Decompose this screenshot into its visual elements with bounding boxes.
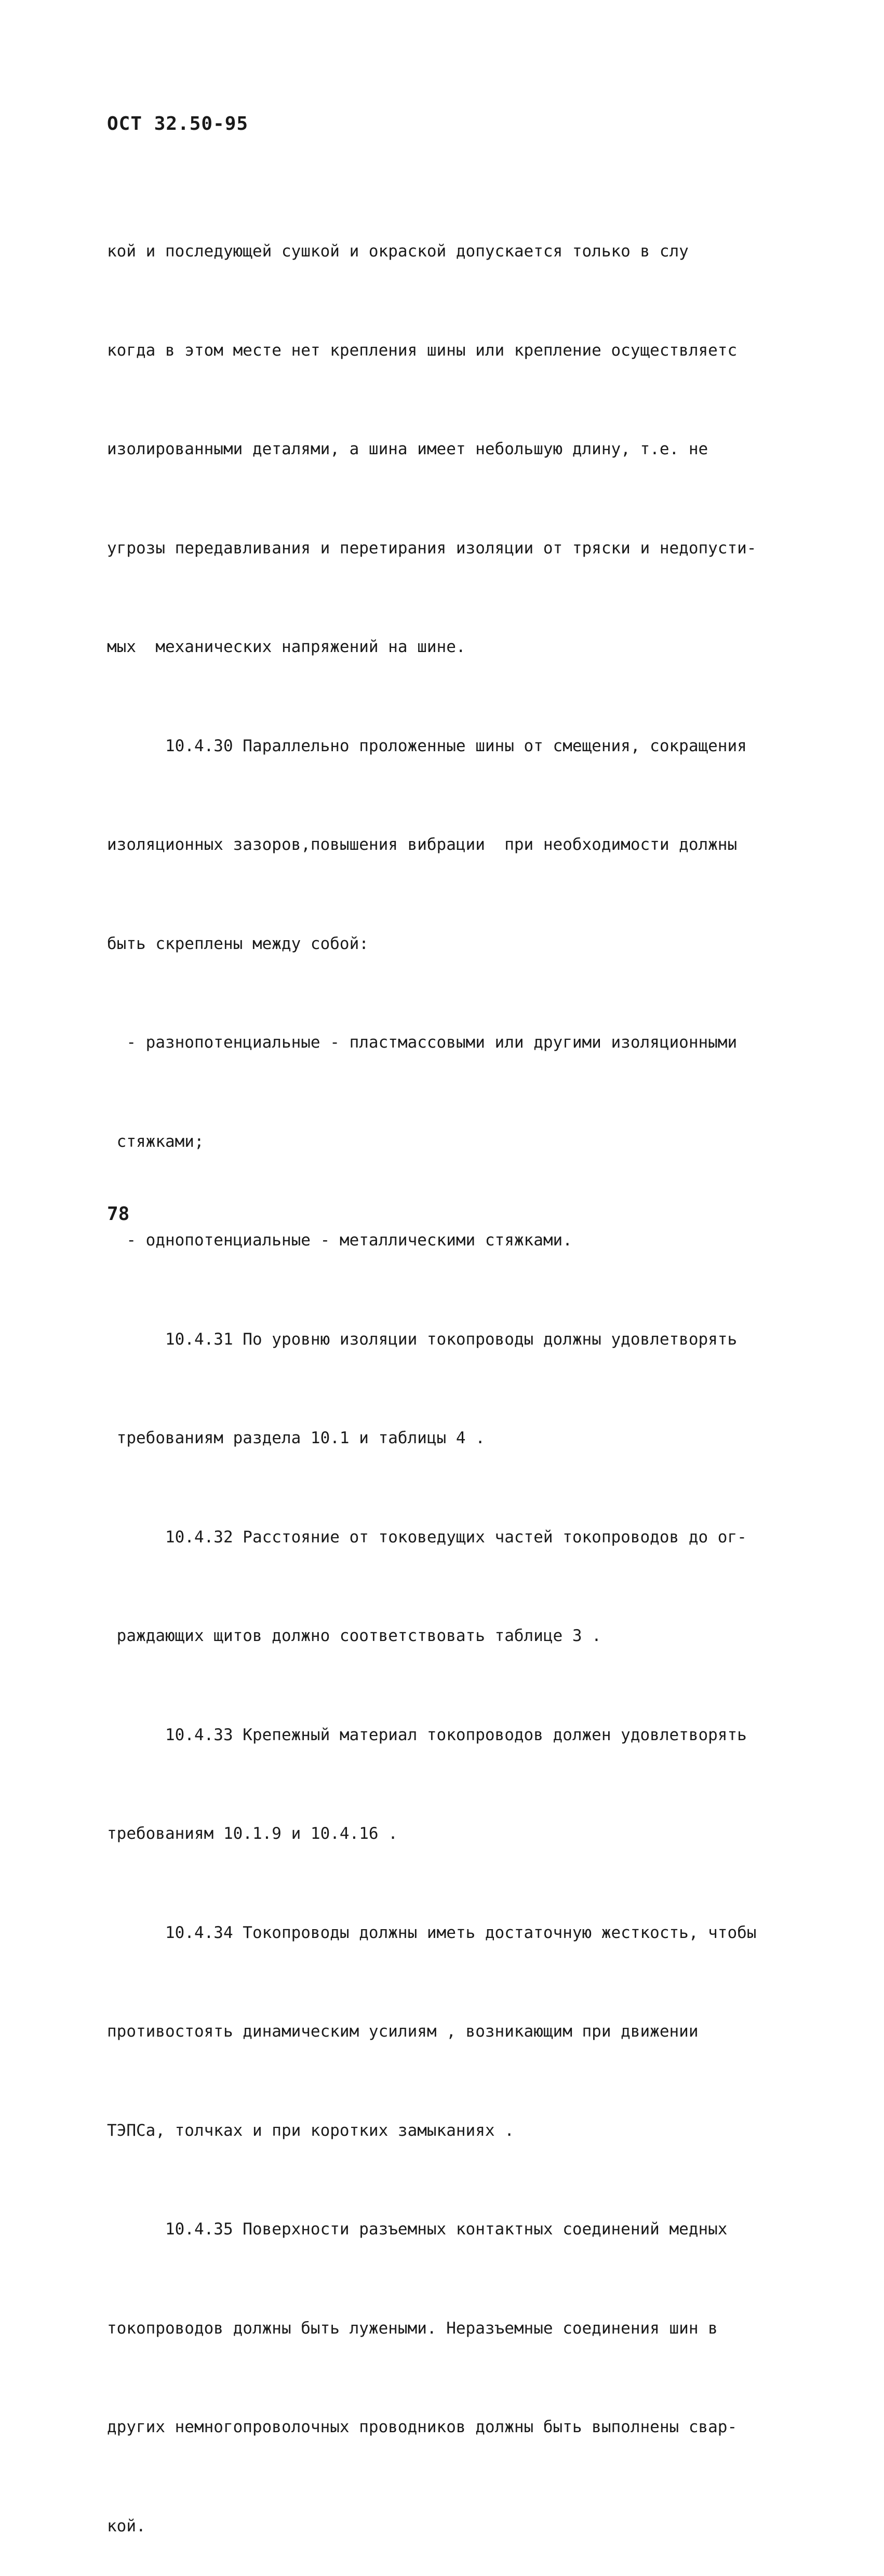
text-line: других немногопроволочных проводников должны быть выполнены свар- <box>107 2418 738 2436</box>
text-line: угрозы передавливания и перетирания изоляции от тряски и недопусти- <box>107 538 757 558</box>
page-number: 78 <box>107 1203 130 1225</box>
text-line: - однопотенциальные - металлическими стяжками. <box>107 1231 572 1250</box>
text-line: - разнопотенциальные - пластмассовыми или другими изоляционными <box>107 1033 738 1052</box>
text-line: 10.4.35 Поверхности разъемных контактных соединений медных <box>107 2220 728 2239</box>
text-line: раждающих щитов должно соответствовать таблице 3 . <box>107 1626 601 1645</box>
text-line: мых механических напряжений на шине. <box>107 638 466 656</box>
text-line: быть скреплены между собой: <box>107 934 369 953</box>
document-body <box>107 169 798 2576</box>
text-line: изолированными деталями, а шина имеет небольшую длину, т.е. не <box>107 440 708 458</box>
text-line: стяжками; <box>107 1132 204 1151</box>
text-line: кой. <box>107 2516 146 2536</box>
text-line: когда в этом месте нет крепления шины или крепление осуществляетс <box>107 341 738 360</box>
text-line: 10.4.30 Параллельно проложенные шины от смещения, сокращения <box>107 736 747 755</box>
text-line: 10.4.32 Расстояние от токоведущих частей токопроводов до ог- <box>107 1527 747 1547</box>
text-line: требованиям 10.1.9 и 10.4.16 . <box>107 1824 398 1843</box>
text-line: 10.4.34 Токопроводы должны иметь достаточную жесткость, чтобы <box>107 1923 757 1942</box>
text-line: токопроводов должны быть лужеными. Неразъемные соединения шин в <box>107 2319 718 2338</box>
text-line: 10.4.33 Крепежный материал токопроводов должен удовлетворять <box>107 1725 747 1744</box>
text-line: требованиям раздела 10.1 и таблицы 4 . <box>107 1429 485 1447</box>
text-line: кой и последующей сушкой и окраской допускается только в слу <box>107 242 689 261</box>
text-line: ТЭПСа, толчках и при коротких замыканиях . <box>107 2121 514 2140</box>
document-code-header: ОСТ 32.50-95 <box>107 113 249 134</box>
text-line: 10.4.31 По уровню изоляции токопроводы должны удовлетворять <box>107 1330 738 1349</box>
text-line: изоляционных зазоров,повышения вибрации при необходимости должны <box>107 835 738 854</box>
text-line: противостоять динамическим усилиям , возникающим при движении <box>107 2022 699 2041</box>
